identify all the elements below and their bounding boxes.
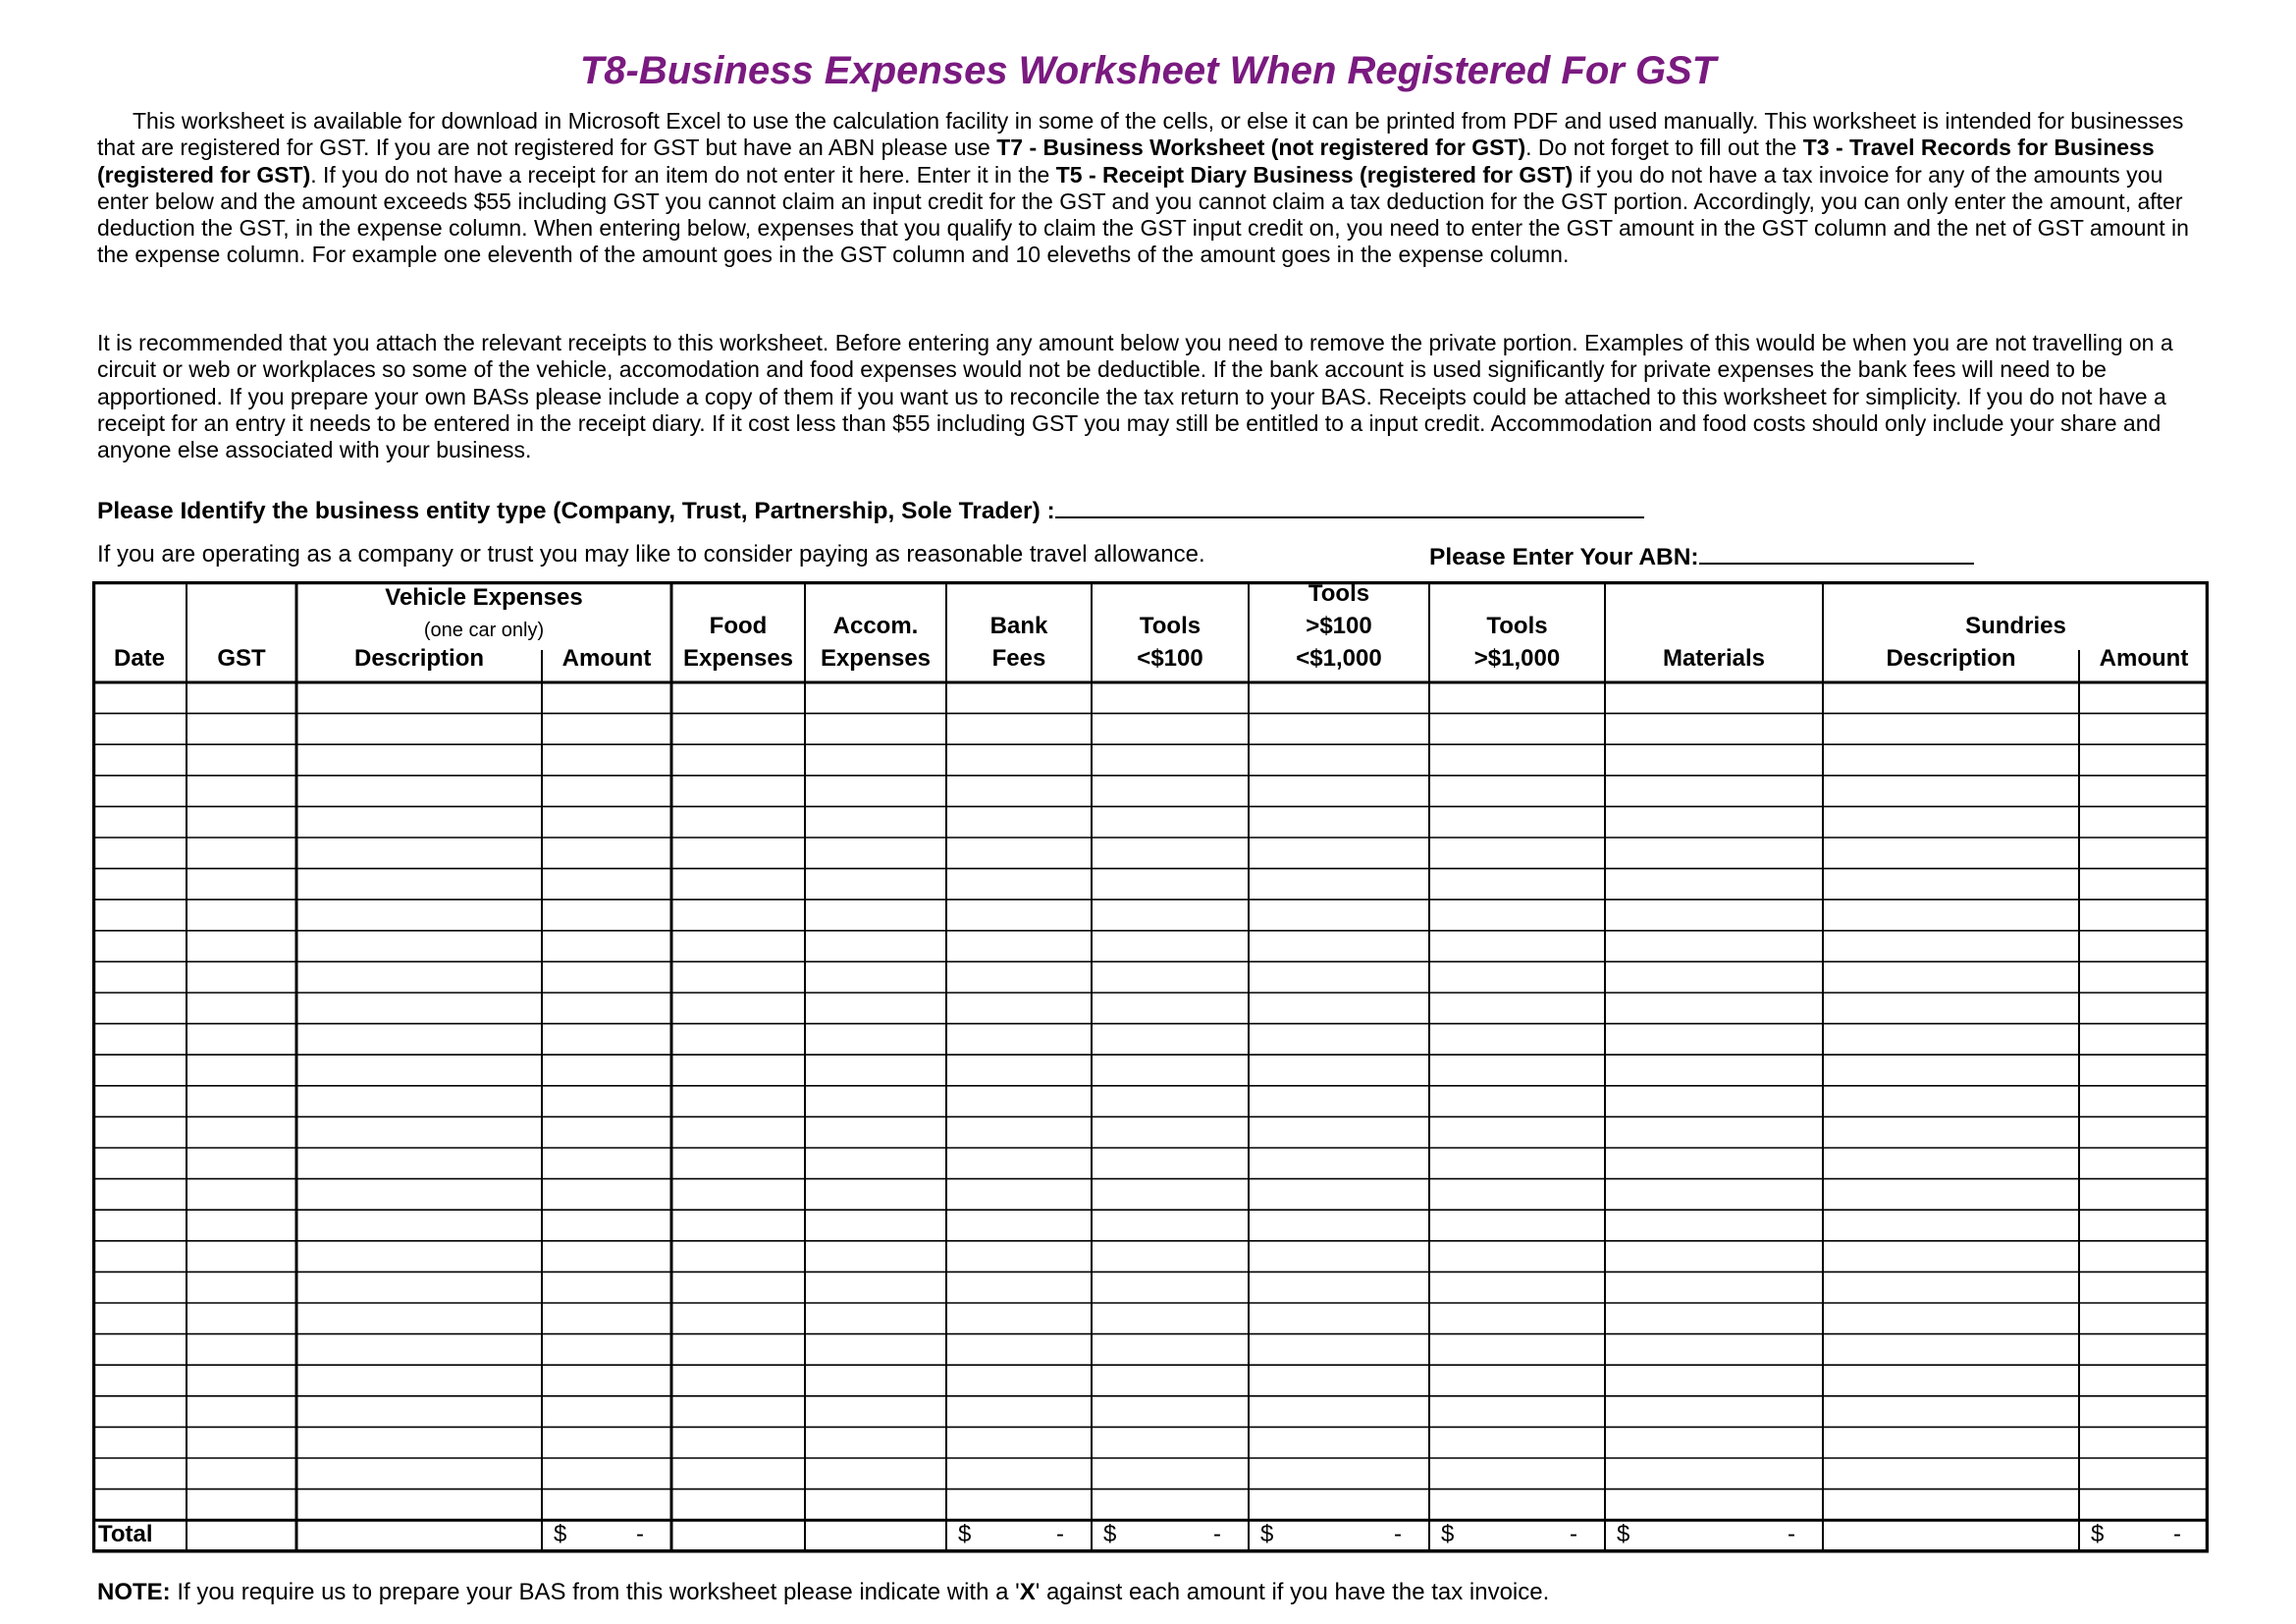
sundries-header: Sundries [1965,613,2066,639]
travel-allowance-note: If you are operating as a company or trust you may like to consider paying as reasonable travel allowance. [97,541,1205,568]
entity-type-field[interactable] [1055,495,1644,518]
note-x-mark: X [1019,1579,1036,1605]
total-value-vehicle_amount: - [636,1521,644,1548]
worksheet-title: T8-Business Expenses Worksheet When Registered For GST [579,49,1717,92]
column-header-tools_100_1000: Tools [1308,581,1370,607]
total-currency: $ [1103,1521,1117,1548]
total-currency: $ [2091,1521,2105,1548]
total-currency: $ [1441,1521,1455,1548]
column-header-accom: Accom. [832,613,919,639]
column-header-bank: Bank [989,613,1048,639]
column-header-tools_gt1000: >$1,000 [1473,645,1561,672]
abn-prompt [1429,541,1974,571]
column-header-tools_lt100: <$100 [1137,645,1203,672]
entity-type-label: Please Identify the business entity type (Company, Trust, Partnership, Sole Trader) : [97,498,1055,524]
column-header-gst: GST [217,645,266,672]
vehicle-subheader: (one car only) [423,620,545,641]
column-header-materials: Materials [1662,645,1766,672]
column-header-tools_lt100: Tools [1139,613,1201,639]
note-text-post: ' against each amount if you have the tax invoice. [1035,1579,1550,1605]
intro-text: . Do not forget to fill out the [1525,135,1803,161]
column-header-food: Food [709,613,768,639]
column-header-date: Date [113,645,166,672]
abn-label: Please Enter Your ABN: [1429,544,1699,570]
column-header-food: Expenses [682,645,794,672]
note-text-pre: If you require us to prepare your BAS from this worksheet please indicate with a ' [170,1579,1020,1605]
expenses-table [92,581,2209,1563]
total-currency: $ [1260,1521,1274,1548]
column-header-tools_100_1000: >$100 [1306,613,1372,639]
column-header-accom: Expenses [820,645,932,672]
total-currency: $ [958,1521,972,1548]
expenses-grid [92,581,2209,1563]
total-value-sundries_amount: - [2173,1521,2181,1548]
intro-reference: T3 - Travel Records for Business (registered for GST) [97,135,2155,188]
intro-paragraph [97,108,2217,269]
intro-text: if you do not have a tax invoice for any of the amounts you enter below and the amount exceeds $55 including GST you cannot claim an input credit for the GST and you cannot claim a tax deduction for the GST portion. Accordingly, you can only enter the amount, after deduction the GST, in the expense column. When entering below, expenses that you qualify to claim the GST input credit on, you need to enter the GST amount in the GST column and the net of GST amount in the expense column. For example one eleventh of the amount goes in the GST column and 10 eleveths of the amount goes in the expense column. [97,161,2189,268]
total-value-tools_lt100: - [1213,1521,1221,1548]
intro-reference: T7 - Business Worksheet (not registered for GST) [996,135,1526,161]
intro-reference: T5 - Receipt Diary Business (registered for GST) [1055,161,1574,188]
entity-type-prompt [97,495,1644,525]
recommendation-paragraph: It is recommended that you attach the relevant receipts to this worksheet. Before entering any amount below you need to remove the private portion. Examples of this would be when you are not travelling on a circuit or web or workplaces so some of the vehicle, accomodation and food expenses would not be deductible. If the bank account is used significantly for private expenses the bank fees will need to be apportioned. If you prepare your own BASs please include a copy of them if you want us to reconcile the tax return to your BAS. Receipts could be attached to this worksheet for simplicity. If you do not have a receipt for an entry it needs to be entered in the receipt diary. If it cost less than $55 including GST you may still be entitled to a input credit. Accommodation and food costs should only include your share and anyone else associated with your business. [97,330,2173,463]
total-value-tools_gt1000: - [1570,1521,1577,1548]
column-header-tools_100_1000: <$1,000 [1296,645,1382,672]
column-header-vehicle_amount: Amount [561,645,652,672]
total-value-tools_100_1000: - [1394,1521,1402,1548]
total-currency: $ [554,1521,567,1548]
intro-text: . If you do not have a receipt for an item do not enter it here. Enter it in the [310,161,1056,188]
total-value-materials: - [1788,1521,1795,1548]
column-header-vehicle_description: Description [353,645,485,672]
note-label: NOTE: [97,1579,171,1605]
column-header-tools_gt1000: Tools [1486,613,1548,639]
abn-field[interactable] [1699,541,1974,565]
bas-note [97,1579,1549,1606]
column-header-bank: Fees [991,645,1046,672]
vehicle-expenses-header: Vehicle Expenses [385,584,583,611]
column-header-sundries_description: Description [1886,645,2016,672]
total-label: Total [98,1521,153,1548]
total-currency: $ [1617,1521,1630,1548]
total-value-bank: - [1056,1521,1064,1548]
column-header-sundries_amount: Amount [2099,645,2189,672]
intro-text: This worksheet is available for download in Microsoft Excel to use the calculation facility in some of the cells, or else it can be printed from PDF and used manually. This worksheet is intended for businesses that are registered for GST. If you are not registered for GST but have an ABN please use [97,108,2184,161]
